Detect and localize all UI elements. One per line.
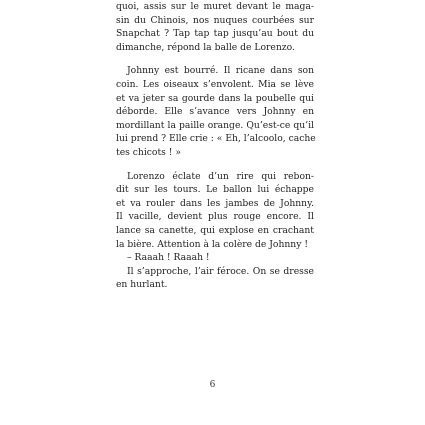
paragraph-3	[116, 170, 314, 292]
text-line: dit sur les tours. Le ballon lui échappe	[116, 184, 314, 196]
book-page	[116, 0, 314, 292]
text-line: Johnny est bourré. Il ricane dans son	[127, 65, 314, 77]
text-line: sin du Chinois, nos nuques courbées sur	[116, 14, 314, 26]
text-line: quoi, assis sur le muret devant le maga-	[116, 1, 314, 12]
dialogue-line: – Raaah ! Raaah !	[127, 252, 210, 264]
page-number: 6	[209, 380, 216, 390]
text-line: coin. Les oiseaux s’envolent. Mia se lève	[116, 78, 314, 90]
text-line: déborde. Elle s’avance vers Johnny en	[116, 106, 314, 118]
text-line: et va rouler dans les jambes de Johnny.	[116, 197, 314, 209]
text-line: et va jeter sa gourde dans la poubelle qui	[116, 92, 314, 104]
text-line: Lorenzo éclate d’un rire qui rebon-	[127, 170, 314, 182]
text-line: dimanche, répond la balle de Lorenzo.	[116, 41, 295, 53]
paragraph-1	[116, 0, 314, 54]
text-line: tes chicots ! »	[116, 146, 182, 158]
text-line: la bière. Attention à la colère de Johnny !	[116, 238, 309, 250]
paragraph-gap	[116, 160, 314, 170]
text-line: Il s’approche, l’air féroce. On se dresse	[127, 265, 314, 277]
text-line: lui prend ? Elle crie : « Eh, l’alcoolo, cache	[116, 133, 316, 145]
text-line: en hurlant.	[116, 279, 168, 291]
paragraph-2	[116, 64, 314, 159]
text-line: Snapchat ? Tap tap tap jusqu’au bout du	[116, 28, 314, 40]
paragraph-gap	[116, 54, 314, 64]
text-line: mordillant la paille orange. Qu’est-ce qu’il	[116, 119, 314, 131]
text-line: Il vacille, devient plus rouge encore. Il	[116, 211, 314, 223]
text-line: lance sa canette, qui explose en crachant	[116, 224, 314, 236]
